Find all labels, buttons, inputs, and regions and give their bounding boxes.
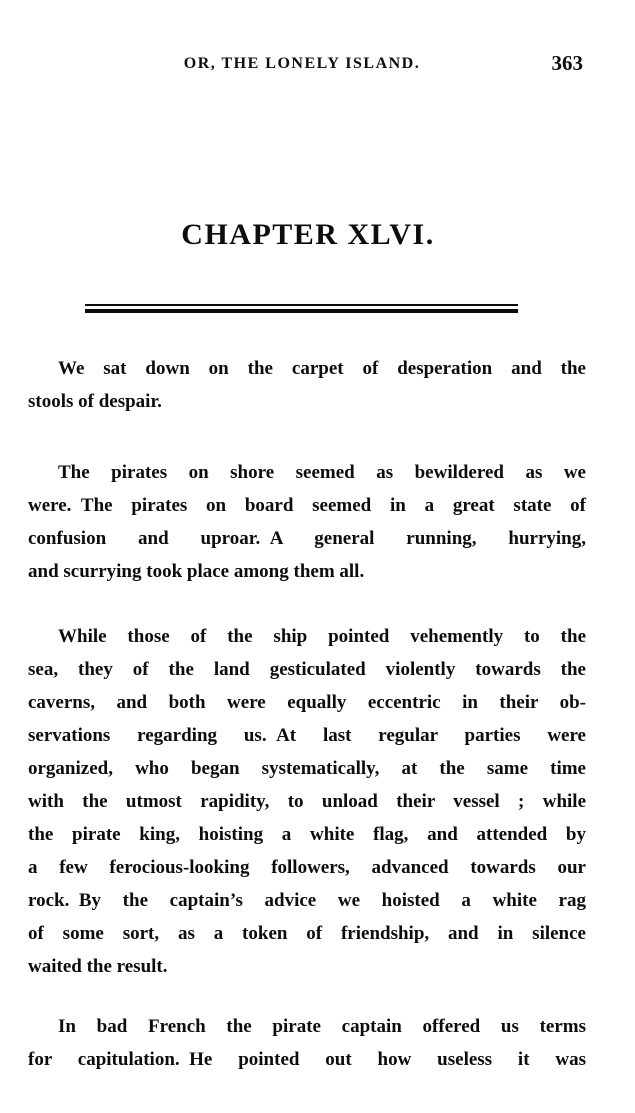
text-line: servations regarding us. At last regular parties were <box>28 725 586 746</box>
text-line: of some sort, as a token of friendship, and in silence <box>28 923 586 944</box>
text-line: with the utmost rapidity, to unload their vessel ; while <box>28 791 586 812</box>
paragraph-2 <box>28 456 586 588</box>
text-line: and scurrying took place among them all. <box>28 561 365 582</box>
text-line: caverns, and both were equally eccentric in their ob- <box>28 692 586 713</box>
text-line: We sat down on the carpet of desperation and the <box>58 358 586 379</box>
text-line: In bad French the pirate captain offered us terms <box>58 1016 586 1037</box>
text-line: the pirate king, hoisting a white flag, and attended by <box>28 824 586 845</box>
chapter-title: CHAPTER XLVI. <box>181 218 435 251</box>
text-line: rock. By the captain’s advice we hoisted a white rag <box>28 890 586 911</box>
text-line: a few ferocious-looking followers, advanced towards our <box>28 857 586 878</box>
running-title: OR, THE LONELY ISLAND. <box>183 55 421 72</box>
paragraph-1 <box>28 352 586 418</box>
paragraph-4 <box>28 1010 586 1076</box>
text-line: waited the result. <box>28 956 168 977</box>
chapter-divider-rule <box>85 304 518 313</box>
paragraph-3 <box>28 620 586 983</box>
page-number: 363 <box>551 51 583 75</box>
text-line: confusion and uproar. A general running, hurrying, <box>28 528 586 549</box>
text-line: were. The pirates on board seemed in a great state of <box>28 495 586 516</box>
text-line: While those of the ship pointed vehemently to the <box>58 626 586 647</box>
text-line: organized, who began systematically, at the same time <box>28 758 586 779</box>
text-line: The pirates on shore seemed as bewildered as we <box>58 462 586 483</box>
text-line: sea, they of the land gesticulated violently towards the <box>28 659 586 680</box>
text-line: for capitulation. He pointed out how useless it was <box>28 1049 586 1070</box>
text-line: stools of despair. <box>28 391 162 412</box>
